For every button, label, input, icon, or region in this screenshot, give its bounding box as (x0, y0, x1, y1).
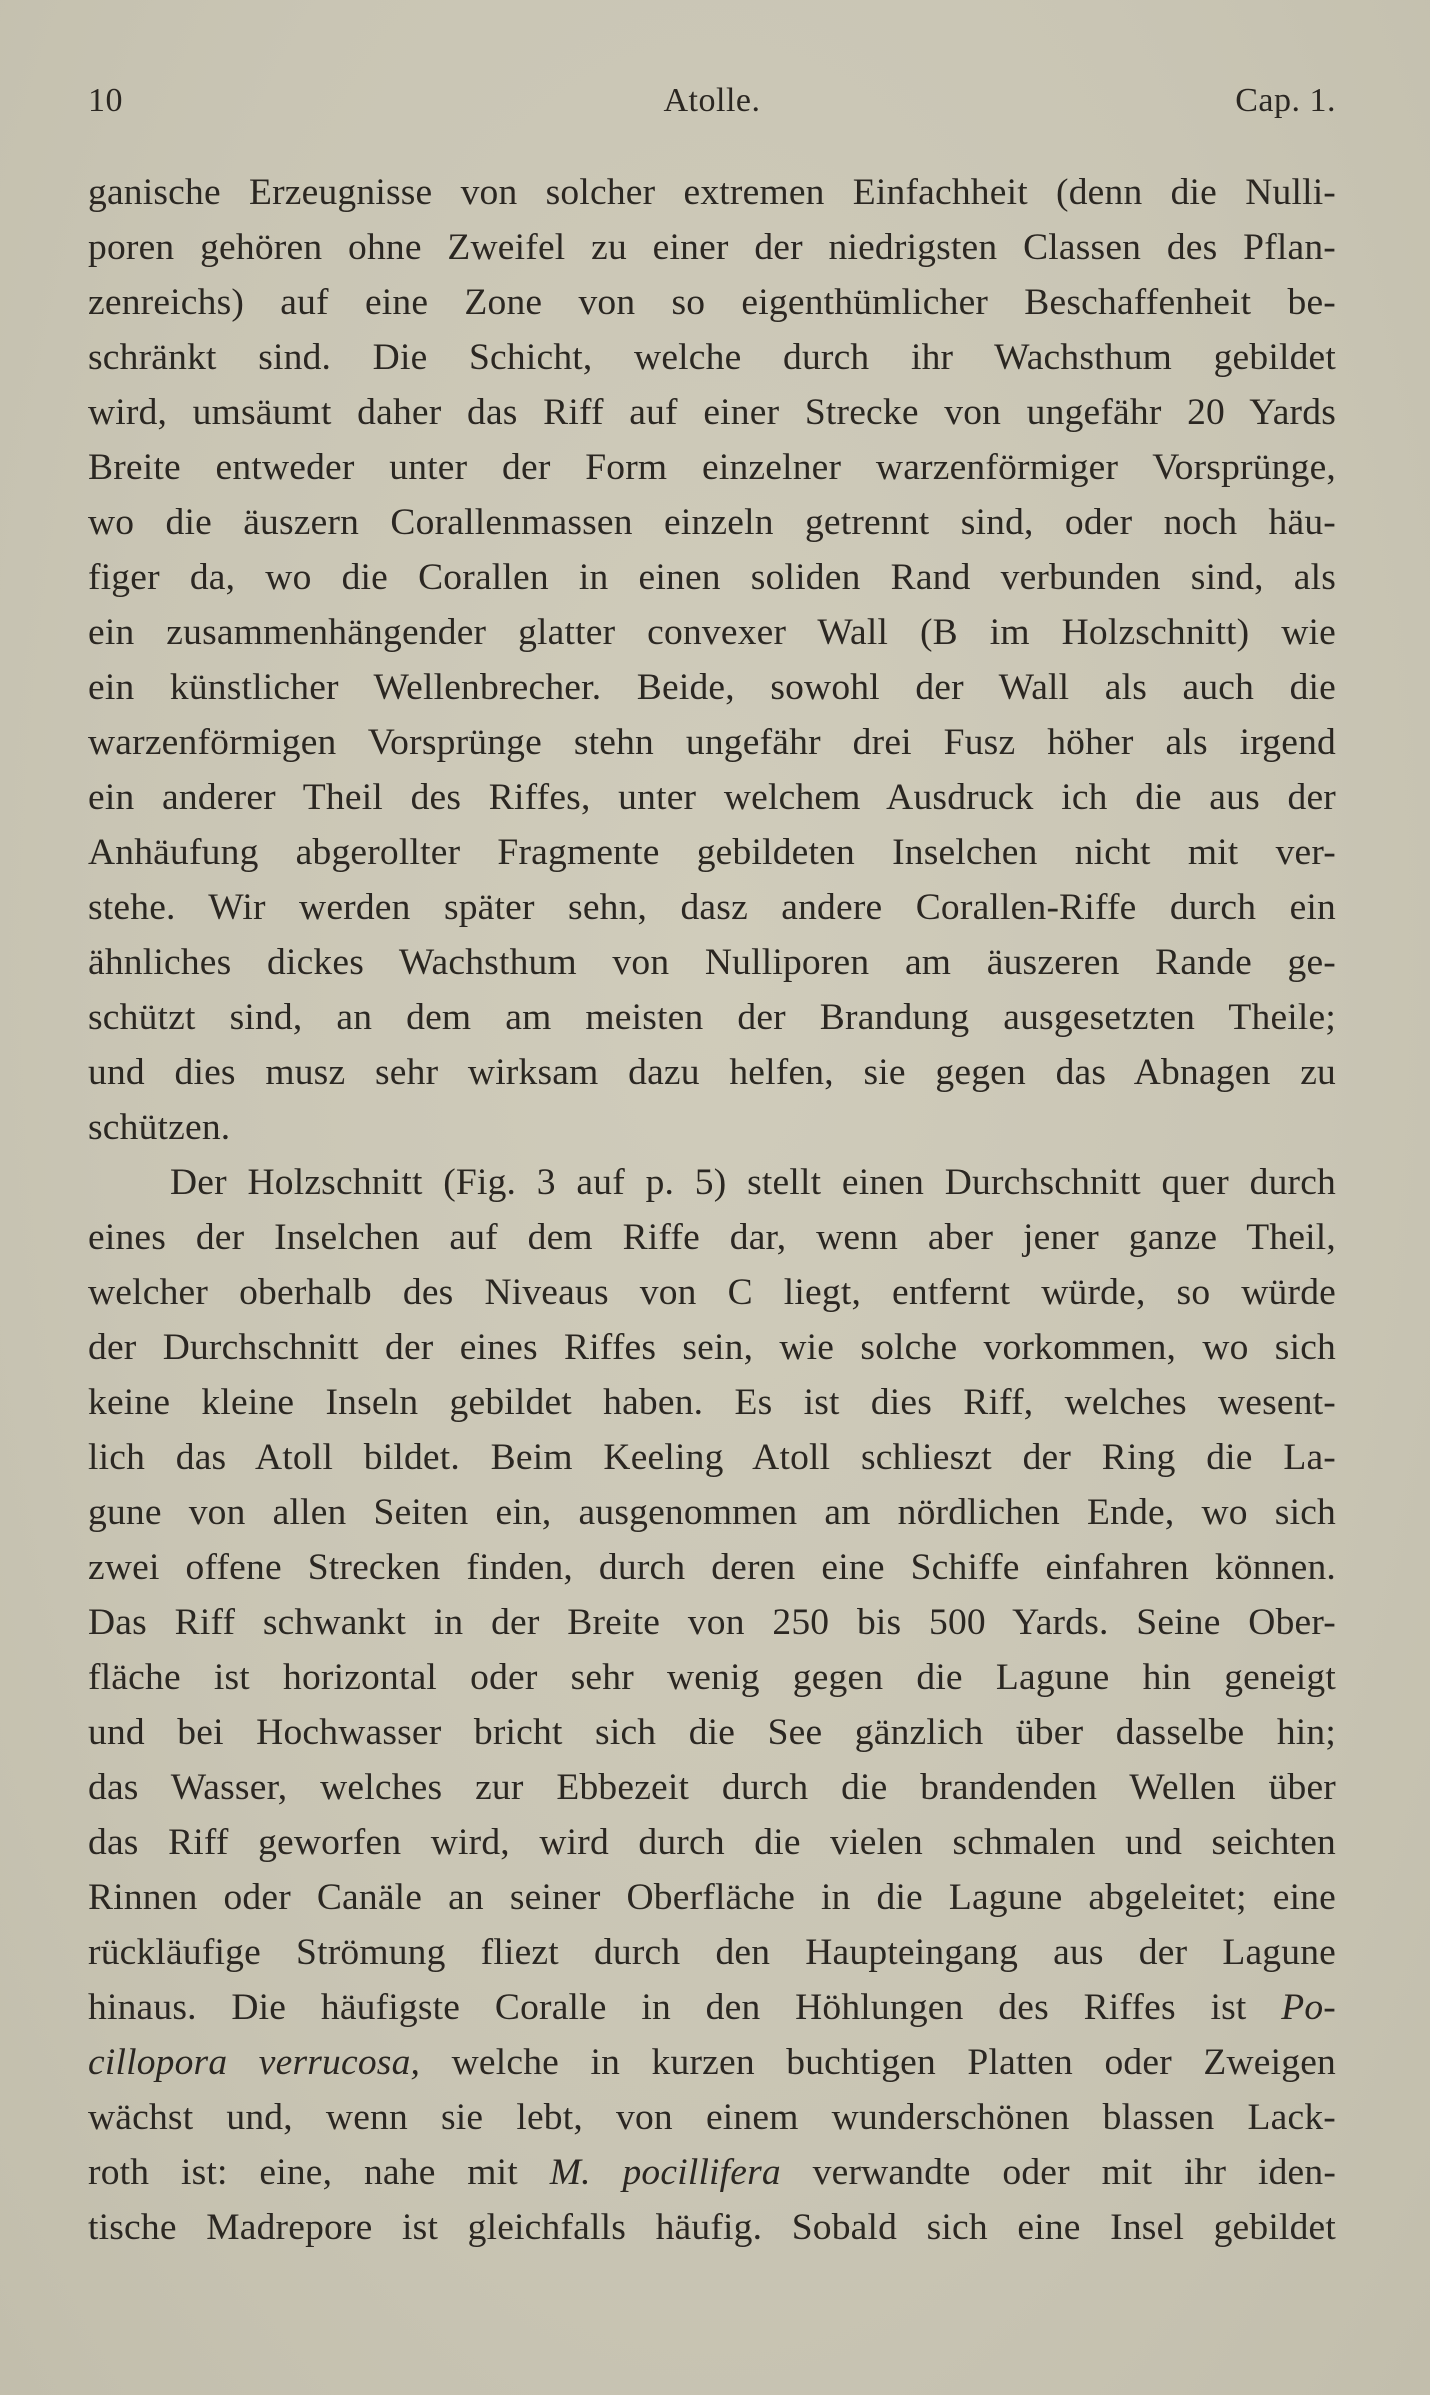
text-line-28: fläche ist horizontal oder sehr wenig gegen die Lagune hin geneigt (88, 1657, 1336, 1698)
page-header (88, 82, 1336, 132)
text-line-9: ein zusammenhängender glatter convexer Wall (B im Holzschnitt) wie (88, 612, 1336, 653)
text-line-5: wird, umsäumt daher das Riff auf einer Strecke von ungefähr 20 Yards (88, 392, 1336, 433)
text-line-11: warzenförmigen Vorsprünge stehn ungefähr drei Fusz höher als irgend (88, 722, 1336, 763)
text-line-16: schützt sind, an dem am meisten der Brandung ausgesetzten Theile; (88, 997, 1336, 1038)
text-line-14: stehe. Wir werden später sehn, dasz andere Corallen-Riffe durch ein (88, 887, 1336, 928)
text-line-35: cillopora verrucosa, welche in kurzen buchtigen Platten oder Zweigen (88, 2042, 1336, 2083)
text-line-32: Rinnen oder Canäle an seiner Oberfläche in die Lagune abgeleitet; eine (88, 1877, 1336, 1918)
page-number: 10 (88, 82, 123, 119)
text-line-29: und bei Hochwasser bricht sich die See gänzlich über dasselbe hin; (88, 1712, 1336, 1753)
text-line-33: rückläufige Strömung fliezt durch den Haupteingang aus der Lagune (88, 1932, 1336, 1973)
text-line-7: wo die äuszern Corallenmassen einzeln getrennt sind, oder noch häu- (88, 502, 1336, 543)
italic-species-pocillifera: M. pocillifera (549, 2152, 781, 2193)
text-line-38: tische Madrepore ist gleichfalls häufig. Sobald sich eine Insel gebildet (88, 2207, 1336, 2248)
text-line-22: der Durchschnitt der eines Riffes sein, wie solche vorkommen, wo sich (88, 1327, 1336, 1368)
text-line-10: ein künstlicher Wellenbrecher. Beide, sowohl der Wall als auch die (88, 667, 1336, 708)
text-line-19: Der Holzschnitt (Fig. 3 auf p. 5) stellt einen Durchschnitt quer durch (170, 1162, 1336, 1203)
text-line-31: das Riff geworfen wird, wird durch die vielen schmalen und seichten (88, 1822, 1336, 1863)
page-body-text (88, 165, 1336, 2255)
text-line-17: und dies musz sehr wirksam dazu helfen, sie gegen das Abnagen zu (88, 1052, 1336, 1093)
text-line-18: schützen. (88, 1107, 231, 1148)
text-line-8: figer da, wo die Corallen in einen soliden Rand verbunden sind, als (88, 557, 1336, 598)
text-line-4: schränkt sind. Die Schicht, welche durch ihr Wachsthum gebildet (88, 337, 1336, 378)
text-line-37: roth ist: eine, nahe mit M. pocillifera verwandte oder mit ihr iden- (88, 2152, 1337, 2193)
text-line-24: lich das Atoll bildet. Beim Keeling Atoll schlieszt der Ring die La- (88, 1437, 1336, 1478)
text-line-34: hinaus. Die häufigste Coralle in den Höhlungen des Riffes ist Po- (88, 1987, 1336, 2028)
text-line-21: welcher oberhalb des Niveaus von C liegt, entfernt würde, so würde (88, 1272, 1336, 1313)
text-line-36: wächst und, wenn sie lebt, von einem wunderschönen blassen Lack- (88, 2097, 1336, 2138)
italic-species-start: Po- (1281, 1987, 1336, 2028)
text-line-20: eines der Inselchen auf dem Riffe dar, wenn aber jener ganze Theil, (88, 1217, 1336, 1258)
text-line-23: keine kleine Inseln gebildet haben. Es ist dies Riff, welches wesent- (88, 1382, 1336, 1423)
running-title: Atolle. (663, 82, 761, 119)
italic-species-name: cillopora verrucosa, (88, 2042, 421, 2083)
chapter-label: Cap. 1. (1235, 82, 1336, 119)
text-line-27: Das Riff schwankt in der Breite von 250 bis 500 Yards. Seine Ober- (88, 1602, 1336, 1643)
text-line-1: ganische Erzeugnisse von solcher extremen Einfachheit (denn die Nulli- (88, 172, 1336, 213)
text-line-2: poren gehören ohne Zweifel zu einer der niedrigsten Classen des Pflan- (88, 227, 1336, 268)
text-line-13: Anhäufung abgerollter Fragmente gebildeten Inselchen nicht mit ver- (88, 832, 1336, 873)
text-line-6: Breite entweder unter der Form einzelner warzenförmiger Vorsprünge, (88, 447, 1336, 488)
text-line-30: das Wasser, welches zur Ebbezeit durch die brandenden Wellen über (88, 1767, 1336, 1808)
text-line-25: gune von allen Seiten ein, ausgenommen am nördlichen Ende, wo sich (88, 1492, 1336, 1533)
text-line-3: zenreichs) auf eine Zone von so eigenthümlicher Beschaffenheit be- (88, 282, 1336, 323)
text-line-15: ähnliches dickes Wachsthum von Nulliporen am äuszeren Rande ge- (88, 942, 1336, 983)
text-line-12: ein anderer Theil des Riffes, unter welchem Ausdruck ich die aus der (88, 777, 1336, 818)
text-line-26: zwei offene Strecken finden, durch deren eine Schiffe einfahren können. (88, 1547, 1336, 1588)
